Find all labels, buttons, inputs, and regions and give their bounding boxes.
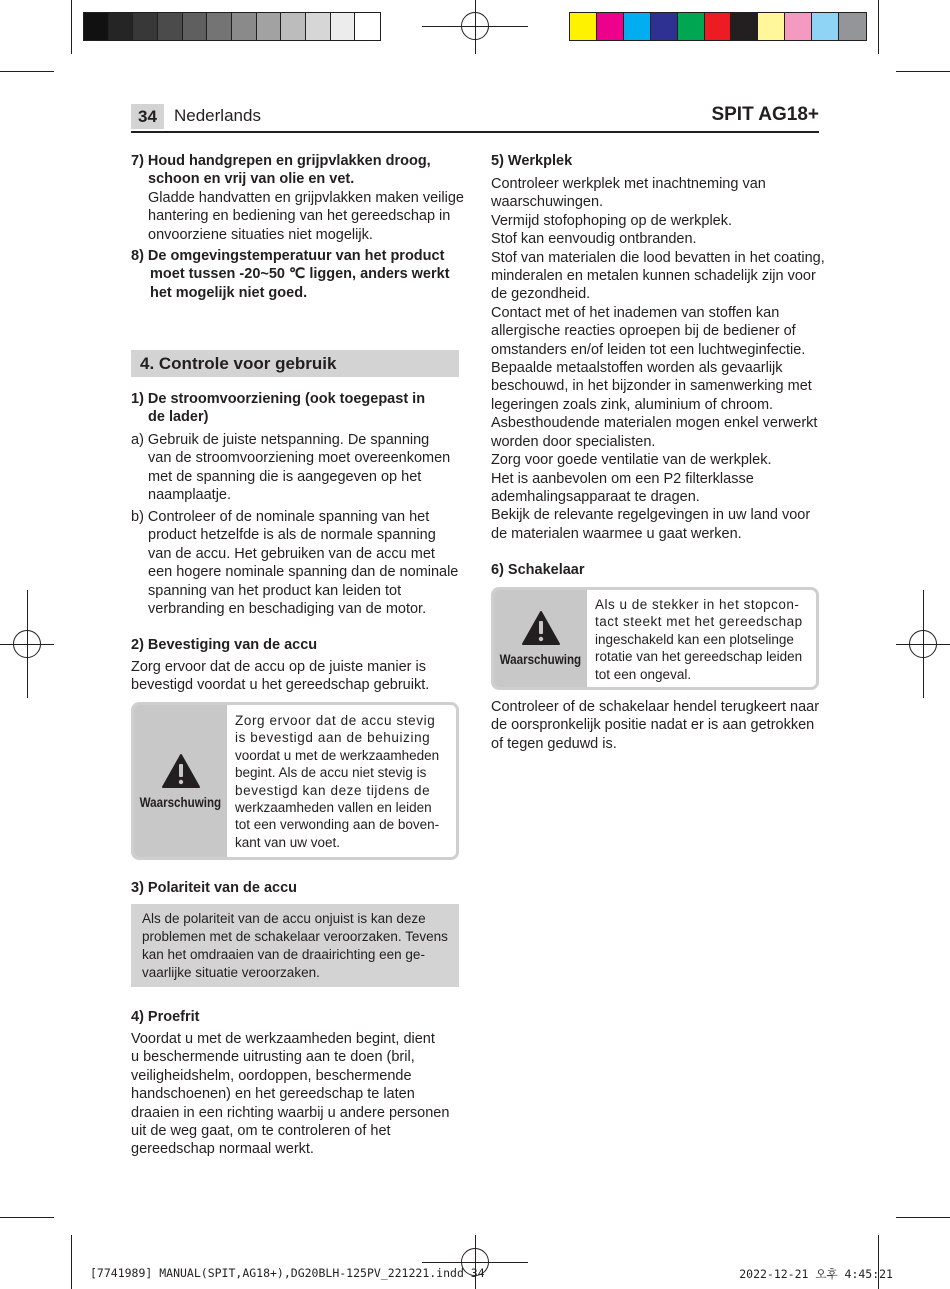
warning-box-battery xyxy=(131,702,459,860)
gray-swatch xyxy=(331,13,356,40)
workplace-text-line: Stof kan eenvoudig ontbranden. xyxy=(491,231,697,248)
color-swatch xyxy=(597,13,624,40)
battery-mount-heading: 2) Bevestiging van de accu xyxy=(131,637,318,653)
workplace-text-line: allergische reacties oproepen bij de bediener of xyxy=(491,323,796,340)
workplace-text-line: minderalen en metalen kunnen schadelijk zijn voor xyxy=(491,268,816,285)
gray-swatch xyxy=(281,13,306,40)
gray-swatch xyxy=(84,13,109,40)
warning-triangle-icon xyxy=(161,753,201,789)
warning-label: Waarschuwing xyxy=(499,652,582,667)
gray-swatch xyxy=(257,13,282,40)
workplace-text-line: Het is aanbevolen om een P2 filterklasse xyxy=(491,470,754,487)
gray-swatch xyxy=(306,13,331,40)
color-swatch xyxy=(839,13,866,40)
test-run-text: Voordat u met de werkzaamheden begint, dient u beschermende uitrusting aan te doen (bril, veiligheidshelm, oordoppen, beschermende handschoenen) en het gereedschap te laten draaien in een richting waarbij u andere personen uit de weg gaat, om te controleren of het gereedschap normaal werkt. xyxy=(131,1031,450,1158)
color-swatch xyxy=(624,13,651,40)
warning-box-switch xyxy=(491,587,819,690)
warning-side-panel xyxy=(494,590,587,687)
color-swatch xyxy=(570,13,597,40)
gray-swatch xyxy=(355,13,380,40)
workplace-text xyxy=(491,175,825,543)
polarity-note: Als de polariteit van de accu onjuist is kan deze problemen met de schakelaar veroorzaken. Tevens kan het omdraaien van de draairichting een ge- vaarlijke situatie veroorzaken. xyxy=(131,904,459,987)
print-timestamp: 2022-12-21 오후 4:45:21 xyxy=(739,1267,893,1281)
warning-label: Waarschuwing xyxy=(139,794,222,810)
polarity-heading: 3) Polariteit van de accu xyxy=(131,880,298,896)
gray-swatch xyxy=(109,13,134,40)
power-supply-item-b: b) Controleer of de nominale spanning van het product hetzelfde is als de normale spanning van de accu. Het gebruiken van de accu met een hogere nominale spanning dan de nominale spanning van het product kan leiden tot verbranding en beschadiging van de motor. xyxy=(131,509,459,618)
workplace-heading: 5) Werkplek xyxy=(491,153,573,169)
workplace-text-line: Asbesthoudende materialen mogen enkel verwerkt xyxy=(491,415,818,432)
gray-swatch xyxy=(183,13,208,40)
workplace-text-line: Bekijk de relevante regelgevingen in uw land voor xyxy=(491,507,811,524)
gray-swatch xyxy=(232,13,257,40)
model-name: SPIT AG18+ xyxy=(711,104,819,125)
workplace-text-line: Controleer werkplek met inachtneming van xyxy=(491,176,766,192)
section-title: 4. Controle voor gebruik xyxy=(131,350,459,377)
power-supply-heading: 1) De stroomvoorziening (ook toegepast in de lader) xyxy=(131,391,426,426)
item-7-heading: 7) Houd handgrepen en grijpvlakken droog, schoon en vrij van olie en vet. xyxy=(131,153,431,188)
warning-side-panel xyxy=(134,705,227,857)
process-color-bar xyxy=(569,12,867,41)
switch-text: Controleer of de schakelaar hendel terugkeert naar de oorspronkelijk positie nadat er is aan getrokken of tegen geduwd is. xyxy=(491,699,820,752)
workplace-text-line: ademhalingsapparaat te dragen. xyxy=(491,488,700,505)
workplace-text-line: legeringen zoals zink, aluminium of chroom. xyxy=(491,396,774,413)
workplace-text-line: de gezondheid. xyxy=(491,286,591,303)
power-supply-item-a: a) Gebruik de juiste netspanning. De spanning van de stroomvoorziening moet overeenkomen met de spanning die is aangegeven op het naamplaatje. xyxy=(131,432,451,504)
item-8-heading: 8) De omgevingstemperatuur van het product moet tussen -20~50 ℃ liggen, anders werkt het mogelijk niet goed. xyxy=(131,248,450,301)
test-run-heading: 4) Proefrit xyxy=(131,1009,200,1025)
color-swatch xyxy=(812,13,839,40)
color-swatch xyxy=(678,13,705,40)
language-label: Nederlands xyxy=(174,106,261,125)
workplace-text-line: omstanders en/of leiden tot een luchtweginfectie. xyxy=(491,341,806,358)
workplace-text-line: beschouwd, in het bijzonder in samenwerking met xyxy=(491,378,812,395)
warning-text: Zorg ervoor dat de accu stevig is bevestigd aan de behuizing voordat u met de werkzaamheden begint. Als de accu niet stevig is bevestigd kan deze tijdens de werkzaamheden vallen en leiden tot een verwonding aan de boven- kant van uw voet. xyxy=(235,713,440,850)
workplace-text-line: Stof van materialen die lood bevatten in het coating, xyxy=(491,249,825,266)
switch-heading: 6) Schakelaar xyxy=(491,562,585,578)
color-swatch xyxy=(785,13,812,40)
workplace-text-line: Bepaalde metaalstoffen worden als gevaarlijk xyxy=(491,360,783,377)
workplace-text-line: worden door specialisten. xyxy=(491,433,656,450)
workplace-text-line: Zorg voor goede ventilatie van de werkplek. xyxy=(491,452,772,469)
page-number: 34 xyxy=(131,104,164,129)
gray-swatch xyxy=(207,13,232,40)
workplace-text-line: de materialen waarmee u gaat werken. xyxy=(491,525,742,542)
item-7-text: Gladde handvatten en grijpvlakken maken veilige hantering en bediening van het gereedschap in onvoorziene situaties niet mogelijk. xyxy=(148,190,464,243)
battery-mount-text: Zorg ervoor dat de accu op de juiste manier is bevestigd voordat u het gereedschap gebruikt. xyxy=(131,659,430,694)
header-rule xyxy=(131,131,819,133)
color-swatch xyxy=(731,13,758,40)
workplace-text-line: Vermijd stofophoping op de werkplek. xyxy=(491,212,733,229)
color-swatch xyxy=(651,13,678,40)
warning-text: Als u de stekker in het stopcon- tact steekt met het gereedschap ingeschakeld kan een plotselinge rotatie van het gereedschap leiden tot een ongeval. xyxy=(595,597,803,682)
gray-swatch xyxy=(133,13,158,40)
workplace-text-line: waarschuwingen. xyxy=(491,194,604,211)
color-swatch xyxy=(758,13,785,40)
warning-triangle-icon xyxy=(521,610,561,646)
gray-swatch xyxy=(158,13,183,40)
workplace-text-line: Contact met of het inademen van stoffen kan xyxy=(491,304,780,321)
color-swatch xyxy=(705,13,732,40)
file-slug: [7741989] MANUAL(SPIT,AG18+),DG20BLH-125PV_221221.indd 34 xyxy=(90,1266,485,1280)
grayscale-color-bar xyxy=(83,12,381,41)
